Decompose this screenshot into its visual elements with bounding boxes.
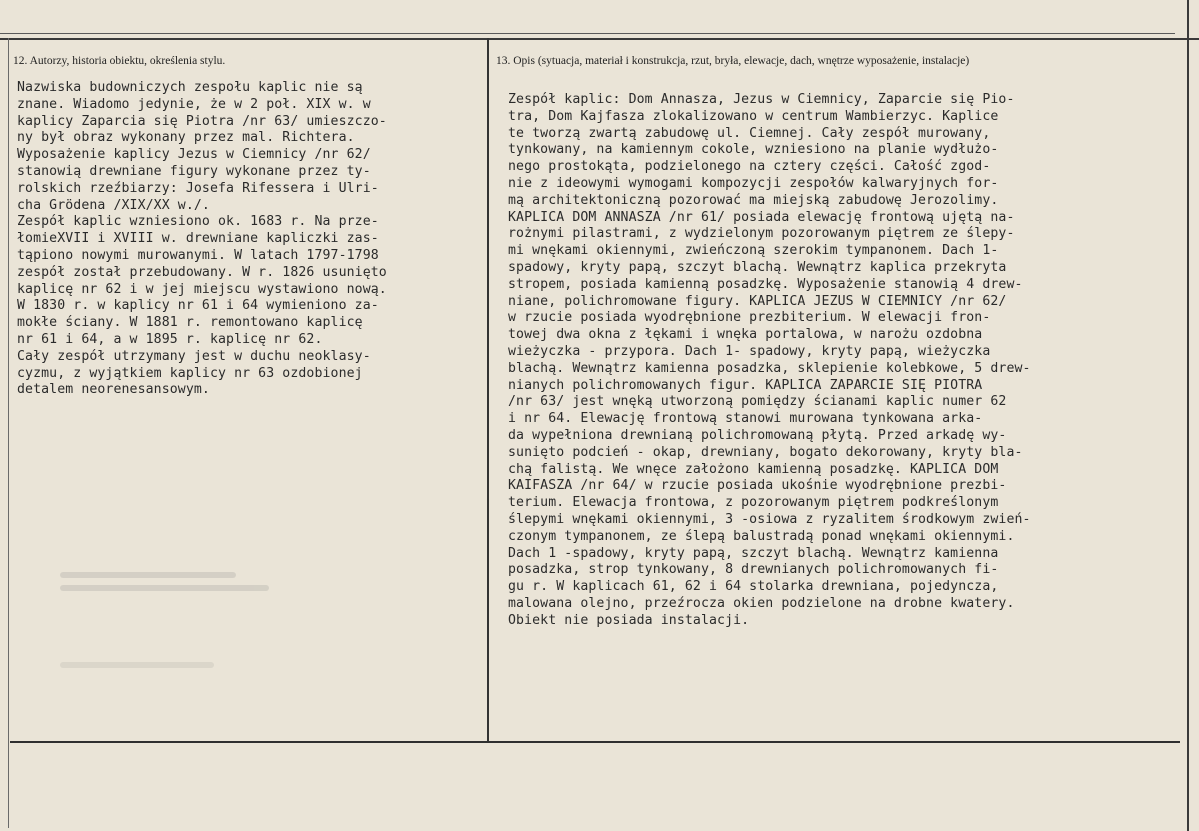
text-line: rolskich rzeźbiarzy: Josefa Rifessera i Ulri- [17,180,379,196]
text-line: KAPLICA DOM ANNASZA /nr 61/ posiada elewację frontową ujętą na- [508,209,1015,225]
text-line: stropem, posiada kamienną posadzkę. Wyposażenie stanowią 4 drew- [508,276,1023,292]
text-line: cha Grödena /XIX/XX w./. [17,197,210,213]
text-line: da wypełniona drewnianą polichromowaną płytą. Przed arkadę wy- [508,427,1007,443]
top-border [0,38,1199,40]
section-13-text [508,92,1031,630]
text-line: terium. Elewacja frontowa, z pozorowanym piętrem podkreślonym [508,495,999,511]
text-line: towej dwa okna z łękami i wnęka portalowa, w narożu ozdobna [508,327,983,343]
text-line: posadzka, strop tynkowany, 8 drewnianych polichromowanych fi- [508,562,999,578]
text-line: ny był obraz wykonany przez mal. Richtera. [17,130,355,146]
text-line: mą architektoniczną pozorować ma miejską zabudowę Jerozolimy. [508,192,999,208]
column-divider [487,38,489,743]
text-line: Dach 1 -spadowy, kryty papą, szczyt blachą. Wewnątrz kamienna [508,545,999,561]
section-12-text [17,80,387,399]
faded-bleedthrough-mark [60,655,280,715]
right-border [1187,0,1189,831]
text-line: tra, Dom Kajfasza zlokalizowano w centrum Wambierzyc. Kaplice [508,108,999,124]
text-line: nianych polichromowanych figur. KAPLICA ZAPARCIE SIĘ PIOTRA [508,377,983,393]
text-line: kaplicę nr 62 i w jej miejscu wystawiono nową. [17,281,387,297]
section-13-header: 13. Opis (sytuacja, materiał i konstrukcja, rzut, bryła, elewacje, dach, wnętrze wyposażenie, instalacje) [496,55,970,67]
text-line: i nr 64. Elewację frontową stanowi murowana tynkowana arka- [508,411,983,427]
text-line: nego prostokąta, podzielonego na cztery części. Całość zgod- [508,159,991,175]
left-border [8,38,9,828]
text-line: malowana olejno, przeźrocza okien podzielone na drobne kwatery. [508,595,1015,611]
section-12-header: 12. Autorzy, historia obiektu, określenia stylu. [13,55,226,67]
text-line: Wyposażenie kaplicy Jezus w Ciemnicy /nr 62/ [17,147,371,163]
text-line: Zespół kaplic: Dom Annasza, Jezus w Ciemnicy, Zaparcie się Pio- [508,92,1015,107]
text-line: kaplicy Zaparcia się Piotra /nr 63/ umieszczo- [17,113,387,129]
top-border-thin [0,33,1175,34]
text-line: KAIFASZA /nr 64/ w rzucie posiada ukośnie wyodrębnione prezbi- [508,478,1007,494]
text-line: nr 61 i 64, a w 1895 r. kaplicę nr 62. [17,331,323,347]
text-line: czonym tympanonem, ze ślepą balustradą ponad wnękami okiennymi. [508,528,1015,544]
text-line: sunięto podcień - okap, drewniany, bogato dekorowany, kryty bla- [508,444,1023,460]
text-line: wieżyczka - przypora. Dach 1- spadowy, kryty papą, wieżyczka [508,343,991,359]
text-line: cyzmu, z wyjątkiem kaplicy nr 63 ozdobionej [17,365,363,381]
text-line: Obiekt nie posiada instalacji. [508,612,750,628]
text-line: nie z ideowymi wymogami kompozycji zespołów kalwaryjnych for- [508,175,999,191]
text-line: znane. Wiadomo jedynie, że w 2 poł. XIX w. w [17,96,371,112]
text-line: te tworzą zwartą zabudowę ul. Ciemnej. Cały zespół murowany, [508,125,991,141]
text-line: ślepymi wnękami okiennymi, 3 -osiowa z ryzalitem środkowym zwień- [508,511,1031,527]
text-line: W 1830 r. w kaplicy nr 61 i 64 wymieniono za- [17,298,379,314]
text-line: mi wnękami okiennymi, zwieńczoną szerokim tympanonem. Dach 1- [508,243,999,259]
text-line: Zespół kaplic wzniesiono ok. 1683 r. Na prze- [17,214,379,230]
text-line: tąpiono nowymi murowanymi. W latach 1797-1798 [17,247,379,263]
text-line: zespół został przebudowany. W r. 1826 usunięto [17,264,387,280]
text-line: rożnymi pilastrami, z wydzielonym pozorowanym piętrem ze ślepy- [508,226,1015,242]
text-line: niane, polichromowane figury. KAPLICA JEZUS W CIEMNICY /nr 62/ [508,293,1007,309]
text-line: spadowy, kryty papą, szczyt blachą. Wewnątrz kaplica przekryta [508,259,1007,275]
faded-bleedthrough-mark [60,565,280,625]
text-line: blachą. Wewnątrz kamienna posadzka, sklepienie kolebkowe, 5 drew- [508,360,1031,376]
text-line: chą falistą. We wnęce założono kamienną posadzkę. KAPLICA DOM [508,461,999,477]
text-line: tynkowany, na kamiennym cokole, wzniesiono na planie wydłużo- [508,142,999,158]
text-line: detalem neorenesansowym. [17,382,210,398]
text-line: mokłe ściany. W 1881 r. remontowano kaplicę [17,315,363,331]
text-line: /nr 63/ jest wnęką utworzoną pomiędzy ścianami kaplic numer 62 [508,394,1007,410]
text-line: Nazwiska budowniczych zespołu kaplic nie są [17,80,363,95]
text-line: stanowią drewniane figury wykonane przez ty- [17,163,371,179]
text-line: gu r. W kaplicach 61, 62 i 64 stolarka drewniana, pojedyncza, [508,579,999,595]
text-line: w rzucie posiada wyodrębnione prezbiterium. W elewacji fron- [508,310,991,326]
text-line: łomieXVII i XVIII w. drewniane kapliczki zas- [17,231,379,247]
text-line: Cały zespół utrzymany jest w duchu neoklasy- [17,348,371,364]
bottom-border [10,741,1180,743]
